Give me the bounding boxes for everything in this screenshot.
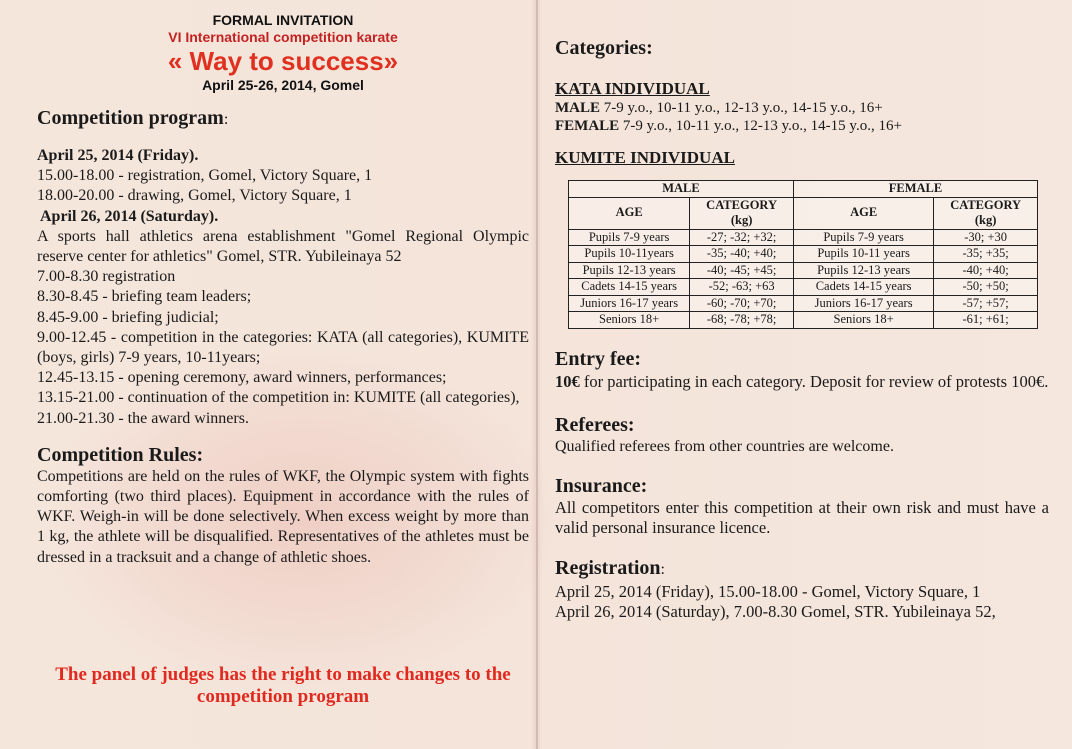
program-title: Competition program: bbox=[37, 107, 229, 129]
competition-slogan: « Way to success» bbox=[167, 46, 399, 76]
kata-male-ages: 7-9 y.o., 10-11 y.o., 12-13 y.o., 14-15 y.o., 16+ bbox=[603, 100, 883, 116]
male-age-cell: Seniors 18+ bbox=[569, 312, 690, 329]
male-category-cell: -60; -70; +70; bbox=[690, 295, 794, 312]
female-category-cell: -30; +30 bbox=[934, 229, 1038, 246]
registration-title: Registration: bbox=[555, 557, 665, 580]
female-age-cell: Pupils 7-9 years bbox=[793, 229, 933, 246]
female-category-cell: -61; +61; bbox=[934, 312, 1038, 329]
program-day2-item: 12.45-13.15 - opening ceremony, award winners, performances; bbox=[37, 369, 447, 387]
kata-male-line bbox=[555, 99, 1049, 117]
insurance-title: Insurance: bbox=[555, 474, 648, 497]
program-change-notice: The panel of judges has the right to make changes to the competition program bbox=[55, 664, 511, 707]
kata-male-label: MALE bbox=[555, 100, 600, 116]
insurance-text: All competitors enter this competition at their own risk and must have a valid personal insurance licence. bbox=[555, 497, 1049, 537]
right-column bbox=[555, 36, 1049, 623]
kata-female-label: FEMALE bbox=[555, 118, 620, 134]
female-category-cell: -35; +35; bbox=[934, 246, 1038, 263]
registration-line: April 26, 2014 (Saturday), 7.00-8.30 Gomel, STR. Yubileinaya 52, bbox=[555, 602, 996, 622]
competition-date: April 25-26, 2014, Gomel bbox=[202, 77, 364, 93]
female-age-cell: Pupils 10-11 years bbox=[793, 246, 933, 263]
referees-section bbox=[555, 413, 1049, 457]
rules-title: Competition Rules: bbox=[37, 443, 204, 466]
program-day1-item: 18.00-20.00 - drawing, Gomel, Victory Square, 1 bbox=[37, 187, 352, 205]
left-column bbox=[37, 12, 529, 568]
entry-description: for participating in each category. Deposit for review of protests 100€. bbox=[579, 371, 1049, 391]
program-day2: April 26, 2014 (Saturday). bbox=[40, 207, 219, 225]
kata-female-ages: 7-9 y.o., 10-11 y.o., 12-13 y.o., 14-15 y.o., 16+ bbox=[622, 118, 902, 134]
program-day1: April 25, 2014 (Friday). bbox=[37, 147, 199, 164]
program-day2-item: 8.30-8.45 - briefing team leaders; bbox=[37, 288, 252, 306]
rules-section bbox=[37, 443, 529, 568]
fold-line bbox=[536, 0, 538, 749]
referees-title: Referees: bbox=[555, 413, 635, 436]
female-age-cell: Seniors 18+ bbox=[793, 312, 933, 329]
invitation-header bbox=[37, 12, 529, 93]
table-row bbox=[569, 262, 1038, 279]
female-header: FEMALE bbox=[793, 181, 1037, 198]
table-row bbox=[569, 279, 1038, 296]
male-category-cell: -40; -45; +45; bbox=[690, 262, 794, 279]
male-age-header: AGE bbox=[569, 197, 690, 229]
entry-amount: 10€ bbox=[555, 371, 580, 391]
female-age-cell: Cadets 14-15 years bbox=[793, 279, 933, 296]
registration-section bbox=[555, 556, 1049, 622]
male-category-cell: -68; -78; +78; bbox=[690, 312, 794, 329]
invitation-title: FORMAL INVITATION bbox=[212, 12, 354, 28]
referees-text: Qualified referees from other countries are welcome. bbox=[555, 437, 894, 455]
male-category-header: CATEGORY (kg) bbox=[690, 197, 794, 229]
entry-title: Entry fee: bbox=[555, 347, 642, 370]
male-category-cell: -52; -63; +63 bbox=[690, 279, 794, 296]
male-header: MALE bbox=[569, 181, 794, 198]
table-row bbox=[569, 295, 1038, 312]
program-day1-item: 15.00-18.00 - registration, Gomel, Victory Square, 1 bbox=[37, 167, 373, 185]
female-age-header: AGE bbox=[793, 197, 933, 229]
male-age-cell: Pupils 12-13 years bbox=[569, 262, 690, 279]
male-age-cell: Pupils 7-9 years bbox=[569, 229, 690, 246]
female-category-header: CATEGORY (kg) bbox=[934, 197, 1038, 229]
rules-text: Competitions are held on the rules of WKF, the Olympic system with fights comforting (two third places). Equipment in accordance with the rules of WKF. Weigh-in will be done selectively. When excess weight by more than 1 kg, the athlete will be disqualified. Representatives of the athletes must be dressed in a tracksuit and a change of athletic shoes. bbox=[37, 467, 529, 566]
female-age-cell: Pupils 12-13 years bbox=[793, 262, 933, 279]
kumite-table bbox=[568, 180, 1038, 329]
female-category-cell: -50; +50; bbox=[934, 279, 1038, 296]
table-row bbox=[569, 246, 1038, 263]
male-age-cell: Cadets 14-15 years bbox=[569, 279, 690, 296]
female-category-cell: -40; +40; bbox=[934, 262, 1038, 279]
male-category-cell: -35; -40; +40; bbox=[690, 246, 794, 263]
male-age-cell: Juniors 16-17 years bbox=[569, 295, 690, 312]
table-row bbox=[569, 312, 1038, 329]
table-row bbox=[569, 229, 1038, 246]
male-age-cell: Pupils 10-11years bbox=[569, 246, 690, 263]
competition-name: VI International competition karate bbox=[168, 29, 398, 45]
kata-title: KATA INDIVIDUAL bbox=[555, 79, 710, 98]
program-day2-item: 8.45-9.00 - briefing judicial; bbox=[37, 308, 219, 326]
program-day2-item: 7.00-8.30 registration bbox=[37, 268, 176, 286]
program-day2-item: 9.00-12.45 - competition in the categories: KATA (all categories), KUMITE (boys, girls) 7-9 years, 10-11years; bbox=[37, 328, 529, 367]
female-age-cell: Juniors 16-17 years bbox=[793, 295, 933, 312]
kumite-table-wrap bbox=[555, 180, 1049, 329]
entry-section bbox=[555, 347, 1049, 392]
entry-text bbox=[555, 371, 1049, 392]
insurance-section bbox=[555, 474, 1049, 538]
program-day2-item: 21.00-21.30 - the award winners. bbox=[37, 409, 249, 427]
program-day2-item: 13.15-21.00 - continuation of the competition in: KUMITE (all categories), bbox=[37, 389, 520, 407]
kata-female-line bbox=[555, 117, 1049, 135]
male-category-cell: -27; -32; +32; bbox=[690, 229, 794, 246]
program-venue: A sports hall athletics arena establishment "Gomel Regional Olympic reserve center for athletics" Gomel, STR. Yubileinaya 52 bbox=[37, 227, 529, 266]
female-category-cell: -57; +57; bbox=[934, 295, 1038, 312]
kumite-title: KUMITE INDIVIDUAL bbox=[555, 148, 735, 167]
program-section bbox=[37, 106, 529, 429]
registration-line: April 25, 2014 (Friday), 15.00-18.00 - Gomel, Victory Square, 1 bbox=[555, 582, 981, 602]
categories-title: Categories: bbox=[555, 37, 653, 59]
